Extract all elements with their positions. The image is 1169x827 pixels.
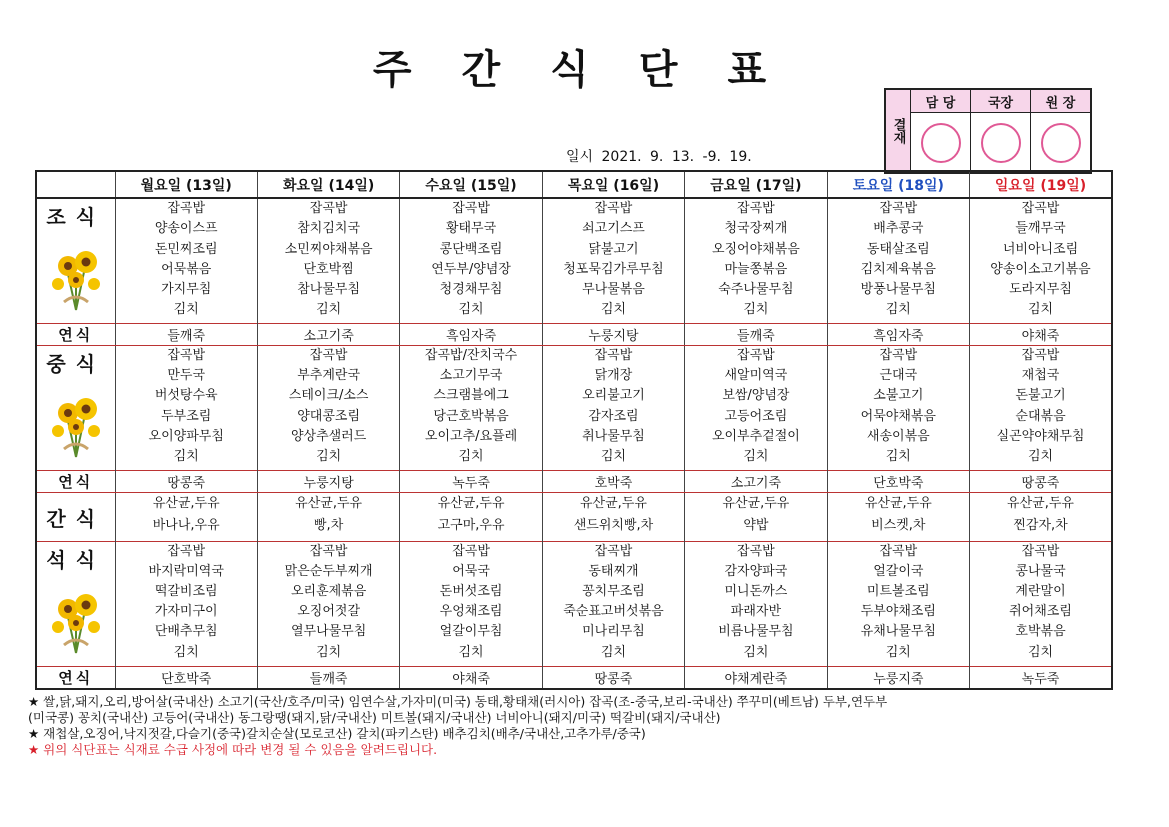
menu-item: 재첩국 xyxy=(1021,368,1060,384)
menu-item: 꽁치무조림 xyxy=(582,584,645,600)
menu-item: 소불고기 xyxy=(873,388,924,404)
menu-item: 김치 xyxy=(1027,449,1054,465)
menu-item: 잡곡밥 xyxy=(309,201,348,217)
menu-item: 고등어조림 xyxy=(724,408,788,424)
menu-item: 근대국 xyxy=(879,368,918,384)
porridge-cell: 녹두죽 xyxy=(400,471,542,493)
menu-item: 만두국 xyxy=(167,368,206,384)
snack-label: 간식 xyxy=(46,507,106,532)
menu-item: 배추콩국 xyxy=(873,221,924,237)
menu-item: 청국장찌개 xyxy=(724,221,788,237)
menu-item: 미니돈까스 xyxy=(724,584,788,600)
menu-item: 김치제육볶음 xyxy=(860,261,936,277)
menu-item: 오리훈제볶음 xyxy=(290,584,367,600)
menu-item: 돈민찌조림 xyxy=(154,241,218,257)
porridge-cell: 야채계란죽 xyxy=(685,666,827,689)
breakfast-label: 조식 xyxy=(46,205,106,230)
menu-item: 파래자반 xyxy=(730,604,782,620)
menu-item: 잡곡밥 xyxy=(737,348,775,363)
menu-item: 유산균,두유 xyxy=(864,496,932,512)
menu-item: 동태살조림 xyxy=(866,241,930,257)
menu-item: 보쌈/양념장 xyxy=(722,388,790,404)
porridge-cell: 들깨죽 xyxy=(115,323,257,345)
porridge-cell: 누룽지탕 xyxy=(257,471,399,493)
approval-column-staff xyxy=(911,90,971,172)
menu-item: 가지무침 xyxy=(161,282,212,298)
porridge-cell: 땅콩죽 xyxy=(970,471,1112,493)
menu-item: 비스켓,차 xyxy=(871,518,926,534)
approval-box xyxy=(884,88,1092,174)
porridge-row xyxy=(36,323,1112,345)
menu-cell xyxy=(257,346,399,471)
porridge-cell: 누룽지탕 xyxy=(542,323,684,345)
porridge-cell: 야채죽 xyxy=(970,323,1112,345)
menu-item: 돈불고기 xyxy=(1015,388,1066,404)
menu-cell xyxy=(827,346,969,471)
porridge-cell: 호박죽 xyxy=(542,471,684,493)
approval-column-head xyxy=(1031,90,1090,172)
porridge-cell: 소고기죽 xyxy=(257,323,399,345)
menu-item: 스크램블에그 xyxy=(433,388,509,404)
day-header: 목요일 (16일) xyxy=(542,171,684,198)
porridge-cell: 누룽지죽 xyxy=(827,666,969,689)
menu-item: 소고기무국 xyxy=(439,368,503,384)
menu-item: 유산균,두유 xyxy=(152,496,220,512)
menu-cell xyxy=(685,198,827,323)
menu-item: 잡곡밥 xyxy=(452,543,490,559)
menu-item: 숙주나물무침 xyxy=(718,282,794,298)
day-header: 화요일 (14일) xyxy=(257,171,399,198)
page-title: 주간식단표 xyxy=(372,47,817,93)
menu-item: 김치 xyxy=(885,644,911,660)
menu-item: 오리불고기 xyxy=(582,388,645,404)
snack-cell xyxy=(400,493,542,541)
menu-item: 너비아니조림 xyxy=(1002,241,1079,257)
snack-cell xyxy=(970,493,1112,541)
menu-item: 어묵국 xyxy=(452,563,490,579)
menu-item: 감자조림 xyxy=(588,408,639,424)
menu-item: 어묵볶음 xyxy=(161,261,212,277)
menu-item: 김치 xyxy=(173,302,199,318)
porridge-row xyxy=(36,666,1112,689)
menu-item: 김치 xyxy=(1027,302,1054,318)
menu-cell xyxy=(400,198,542,323)
category-cell xyxy=(36,493,115,541)
snack-cell xyxy=(257,493,399,541)
approval-label: 결재 xyxy=(886,90,911,172)
menu-item: 부추계란국 xyxy=(297,368,361,384)
extra-label: 연식 xyxy=(36,666,115,689)
menu-item: 어묵야채볶음 xyxy=(860,408,936,424)
menu-cell xyxy=(542,346,684,471)
menu-item: 김치 xyxy=(458,449,484,465)
menu-item: 돈버섯조림 xyxy=(439,584,503,600)
dinner-row xyxy=(36,541,1112,666)
menu-item: 스테이크/소스 xyxy=(288,388,369,404)
menu-item: 김치 xyxy=(173,449,199,465)
menu-item: 잡곡밥 xyxy=(594,348,633,363)
snack-cell xyxy=(542,493,684,541)
origin-note-line: (미국콩) 꽁치(국내산) 고등어(국내산) 동그랑땡(돼지,닭/국내산) 미트볼(돼지/국내산) 너비아니(돼지/미국) 떡갈비(돼지/국내산) xyxy=(28,710,721,725)
porridge-cell: 땅콩죽 xyxy=(115,471,257,493)
porridge-cell: 들깨죽 xyxy=(257,666,399,689)
menu-item: 무나물볶음 xyxy=(582,282,645,298)
menu-item: 당근호박볶음 xyxy=(433,408,509,424)
menu-item: 단호박찜 xyxy=(303,261,354,277)
approval-column-director xyxy=(971,90,1031,172)
menu-item: 계란말이 xyxy=(1015,584,1066,600)
menu-item: 잡곡밥 xyxy=(1021,348,1060,363)
porridge-cell: 흑임자죽 xyxy=(400,323,542,345)
date-range: 일시 2021. 9. 13. -9. 19. xyxy=(566,149,752,165)
dinner-label: 석식 xyxy=(46,547,106,572)
origin-note-line: ★ 쌀,닭,돼지,오리,방어살(국내산) 소고기(국산/호주/미국) 임연수살,가자미(미국) 동태,황태채(러시아) 잡곡(조-중국,보리-국내산) 쭈꾸미(베트남) 두부,연두부 xyxy=(28,694,888,709)
weekly-menu-table xyxy=(35,170,1113,690)
menu-item: 오징어야채볶음 xyxy=(711,241,800,257)
menu-item: 바지락미역국 xyxy=(148,563,224,579)
menu-item: 잡곡밥/잔치국수 xyxy=(424,348,518,363)
approval-header: 원 장 xyxy=(1031,90,1090,113)
menu-item: 순대볶음 xyxy=(1015,408,1066,424)
menu-item: 잡곡밥 xyxy=(167,201,206,217)
menu-item: 잡곡밥 xyxy=(737,201,775,217)
seal-stamp-icon xyxy=(1041,123,1081,163)
menu-item: 두부조림 xyxy=(161,408,212,424)
snack-cell xyxy=(685,493,827,541)
menu-cell xyxy=(400,541,542,666)
menu-item: 양송이소고기볶음 xyxy=(990,261,1091,277)
menu-cell xyxy=(115,346,257,471)
menu-item: 잡곡밥 xyxy=(879,348,918,363)
menu-item: 미트볼조림 xyxy=(866,584,930,600)
menu-item: 잡곡밥 xyxy=(167,543,206,559)
origin-note-line: ★ 재첩살,오징어,낙지젓갈,다슬기(중국)갈치순살(모로코산) 갈치(파키스탄) 배추김치(배추/국내산,고추가루/중국) xyxy=(28,726,646,741)
extra-label: 연식 xyxy=(36,323,115,345)
porridge-cell: 땅콩죽 xyxy=(542,666,684,689)
porridge-cell: 흑임자죽 xyxy=(827,323,969,345)
menu-item: 닭개장 xyxy=(594,368,633,384)
menu-item: 잡곡밥 xyxy=(879,201,918,217)
notice-line: ★ 위의 식단표는 식재료 수급 사정에 따라 변경 될 수 있음을 알려드립니다. xyxy=(28,742,438,757)
menu-cell xyxy=(970,541,1112,666)
menu-item: 참치김치국 xyxy=(297,221,361,237)
menu-item: 오징어젓갈 xyxy=(297,604,361,620)
menu-item: 김치 xyxy=(600,449,627,465)
menu-item: 약밥 xyxy=(743,518,769,534)
menu-item: 잡곡밥 xyxy=(452,201,490,217)
menu-item: 단배추무침 xyxy=(154,624,218,640)
menu-item: 양송이스프 xyxy=(154,221,218,237)
menu-item: 유채나물무침 xyxy=(860,624,936,640)
menu-item: 새송이볶음 xyxy=(866,428,930,444)
menu-item: 김치 xyxy=(316,644,342,660)
menu-item: 우엉채조림 xyxy=(439,604,503,620)
snack-row xyxy=(36,493,1112,541)
menu-cell xyxy=(970,346,1112,471)
seal-stamp-icon xyxy=(981,123,1021,163)
menu-cell xyxy=(257,541,399,666)
sunflower-icon xyxy=(46,240,106,312)
menu-item: 콩나물국 xyxy=(1015,563,1066,579)
menu-item: 죽순표고버섯볶음 xyxy=(563,604,664,620)
menu-cell xyxy=(115,541,257,666)
day-header-row xyxy=(36,171,1112,198)
menu-item: 쥐어채조림 xyxy=(1009,604,1072,620)
menu-cell xyxy=(685,541,827,666)
menu-item: 유산균,두유 xyxy=(437,496,505,512)
menu-item: 콩단백조림 xyxy=(439,241,503,257)
snack-cell xyxy=(827,493,969,541)
menu-item: 쇠고기스프 xyxy=(582,221,645,237)
menu-item: 양대콩조림 xyxy=(297,408,361,424)
menu-item: 김치 xyxy=(600,302,627,318)
menu-item: 김치 xyxy=(316,449,342,465)
origin-notes xyxy=(28,694,1138,758)
menu-item: 감자양파국 xyxy=(724,563,788,579)
menu-item: 유산균,두유 xyxy=(295,496,363,512)
lunch-label: 중식 xyxy=(46,352,106,376)
porridge-cell: 야채죽 xyxy=(400,666,542,689)
porridge-row xyxy=(36,471,1112,493)
day-header-sunday: 일요일 (19일) xyxy=(970,171,1112,198)
menu-item: 김치 xyxy=(885,449,911,465)
menu-item: 닭불고기 xyxy=(588,241,639,257)
menu-item: 들깨무국 xyxy=(1015,221,1066,237)
menu-item: 청포묵김가루무침 xyxy=(563,261,664,277)
menu-item: 김치 xyxy=(458,644,484,660)
category-cell xyxy=(36,198,115,323)
menu-item: 김치 xyxy=(600,644,627,660)
menu-item: 잡곡밥 xyxy=(1021,201,1060,217)
menu-cell xyxy=(400,346,542,471)
menu-item: 잡곡밥 xyxy=(309,543,348,559)
menu-cell xyxy=(115,198,257,323)
approval-header: 국장 xyxy=(971,90,1030,113)
menu-cell xyxy=(685,346,827,471)
menu-item: 청경채무침 xyxy=(439,282,503,298)
menu-item: 양상추샐러드 xyxy=(290,428,367,444)
menu-item: 유산균,두유 xyxy=(580,496,647,512)
menu-item: 잡곡밥 xyxy=(309,348,348,363)
menu-cell xyxy=(542,541,684,666)
menu-cell xyxy=(970,198,1112,323)
menu-cell xyxy=(257,198,399,323)
menu-item: 황태무국 xyxy=(445,221,497,237)
menu-item: 얼갈이국 xyxy=(873,563,924,579)
category-cell xyxy=(36,541,115,666)
extra-label: 연식 xyxy=(36,471,115,493)
menu-item: 열무나물무침 xyxy=(290,624,367,640)
day-header: 월요일 (13일) xyxy=(115,171,257,198)
menu-item: 떡갈비조림 xyxy=(154,584,218,600)
day-header: 금요일 (17일) xyxy=(685,171,827,198)
sunflower-icon xyxy=(46,583,106,655)
menu-item: 샌드위치빵,차 xyxy=(573,518,654,534)
day-header-saturday: 토요일 (18일) xyxy=(827,171,969,198)
menu-item: 김치 xyxy=(743,644,769,660)
menu-item: 도라지무침 xyxy=(1009,282,1072,298)
porridge-cell: 단호박죽 xyxy=(115,666,257,689)
porridge-cell: 녹두죽 xyxy=(970,666,1112,689)
menu-cell xyxy=(542,198,684,323)
menu-item: 잡곡밥 xyxy=(879,543,918,559)
menu-item: 잡곡밥 xyxy=(167,348,206,363)
menu-cell xyxy=(827,541,969,666)
menu-item: 맑은순두부찌개 xyxy=(284,563,373,579)
sunflower-icon xyxy=(46,387,106,459)
lunch-row xyxy=(36,346,1112,471)
menu-item: 빵,차 xyxy=(314,518,344,534)
menu-item: 오이양파무침 xyxy=(148,428,224,444)
menu-item: 실곤약야채무침 xyxy=(996,428,1085,444)
menu-cell xyxy=(827,198,969,323)
approval-header: 담 당 xyxy=(911,90,970,113)
menu-item: 김치 xyxy=(1027,644,1054,660)
menu-item: 김치 xyxy=(316,302,342,318)
menu-item: 잡곡밥 xyxy=(594,543,633,559)
menu-item: 참나물무침 xyxy=(297,282,361,298)
breakfast-row xyxy=(36,198,1112,323)
menu-item: 오이부추겉절이 xyxy=(711,428,800,444)
menu-item: 가자미구이 xyxy=(154,604,218,620)
day-header: 수요일 (15일) xyxy=(400,171,542,198)
menu-item: 잡곡밥 xyxy=(594,201,633,217)
menu-item: 취나물무침 xyxy=(582,428,645,444)
porridge-cell: 소고기죽 xyxy=(685,471,827,493)
menu-item: 김치 xyxy=(458,302,484,318)
menu-item: 새알미역국 xyxy=(724,368,788,384)
menu-item: 소민찌야채볶음 xyxy=(284,241,373,257)
menu-item: 연두부/양념장 xyxy=(431,261,511,277)
menu-item: 미나리무침 xyxy=(582,624,645,640)
snack-cell xyxy=(115,493,257,541)
menu-item: 오이고추/요플레 xyxy=(424,428,518,444)
menu-item: 김치 xyxy=(743,449,769,465)
menu-item: 찐감자,차 xyxy=(1013,518,1068,534)
menu-item: 유산균,두유 xyxy=(722,496,790,512)
menu-item: 잡곡밥 xyxy=(1021,543,1060,559)
seal-stamp-icon xyxy=(921,123,961,163)
porridge-cell: 단호박죽 xyxy=(827,471,969,493)
menu-item: 김치 xyxy=(885,302,911,318)
menu-item: 방풍나물무침 xyxy=(860,282,936,298)
corner-cell xyxy=(36,171,115,198)
menu-item: 유산균,두유 xyxy=(1007,496,1074,512)
menu-item: 잡곡밥 xyxy=(737,543,775,559)
menu-item: 고구마,우유 xyxy=(437,518,505,534)
menu-item: 마늘쫑볶음 xyxy=(724,261,788,277)
menu-item: 비름나물무침 xyxy=(718,624,794,640)
menu-item: 동태찌개 xyxy=(588,563,639,579)
menu-item: 두부야채조림 xyxy=(860,604,936,620)
menu-item: 버섯탕수육 xyxy=(154,388,218,404)
menu-item: 김치 xyxy=(743,302,769,318)
menu-item: 바나나,우유 xyxy=(152,518,220,534)
porridge-cell: 들깨죽 xyxy=(685,323,827,345)
menu-item: 얼갈이무침 xyxy=(439,624,503,640)
category-cell xyxy=(36,346,115,471)
menu-item: 호박볶음 xyxy=(1015,624,1066,640)
menu-item: 김치 xyxy=(173,644,199,660)
